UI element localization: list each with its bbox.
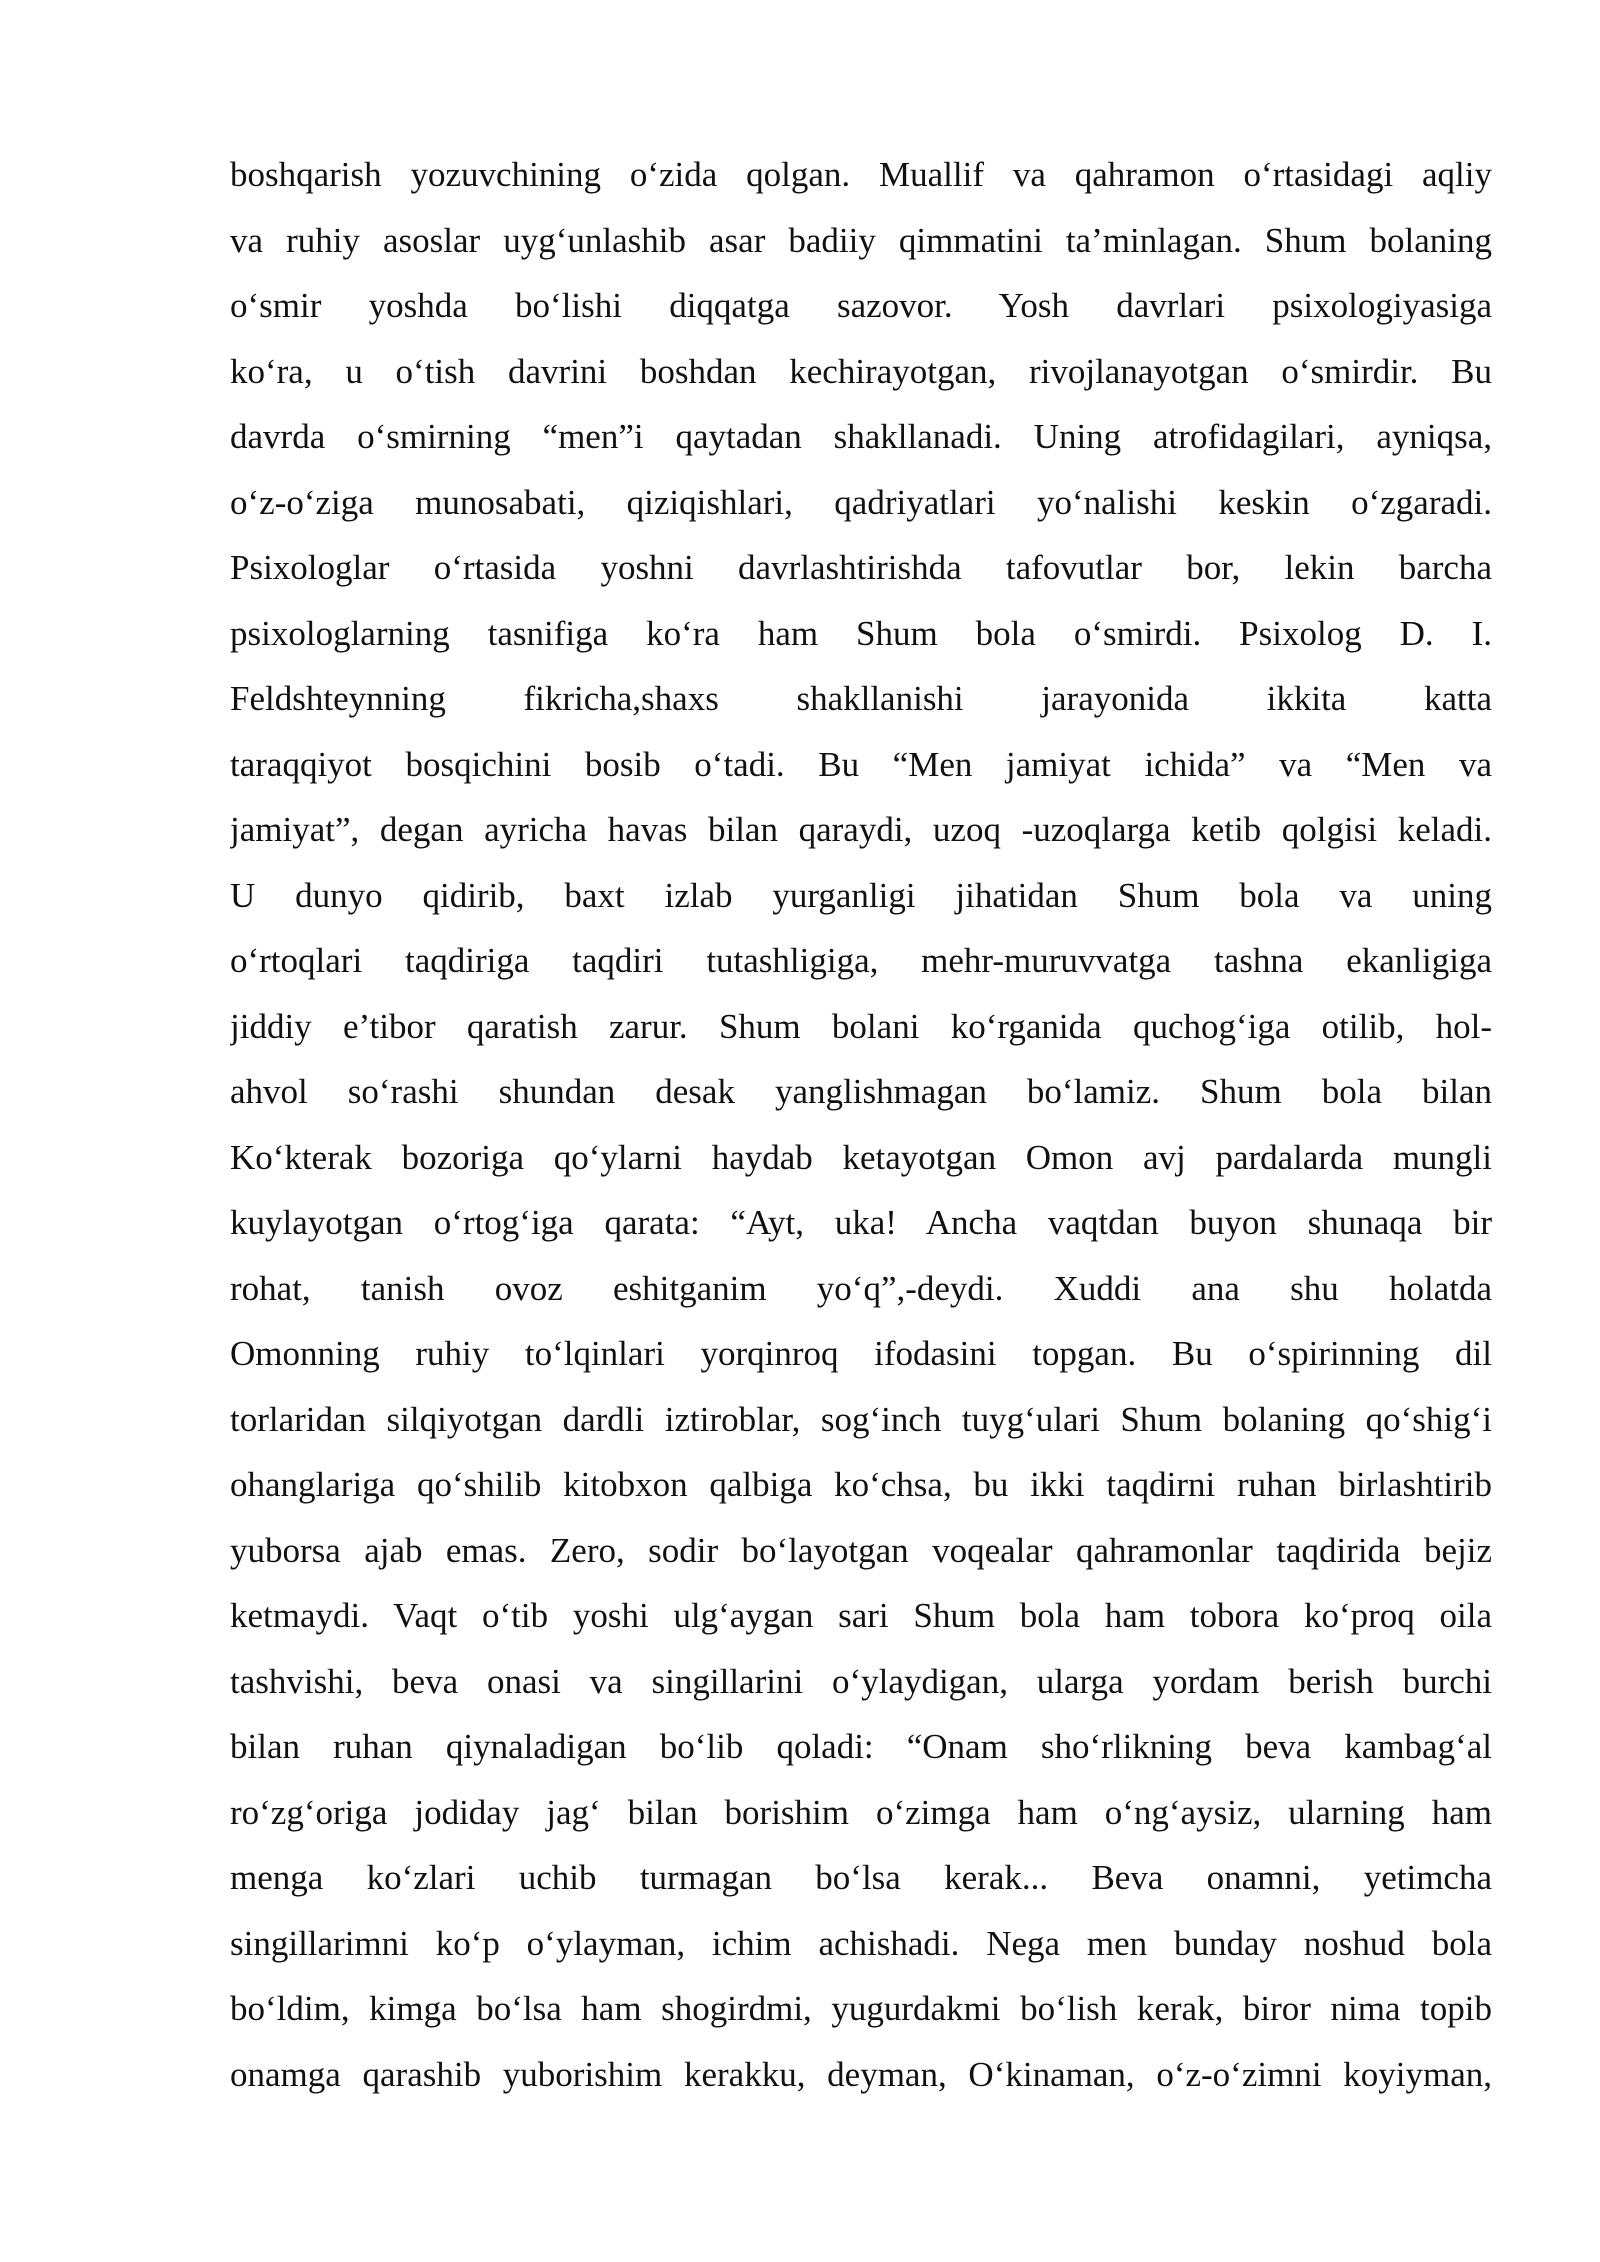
text-line-12: U dunyo qidirib, baxt izlab yurganligi jihatidan Shum bola va uning xyxy=(230,875,1492,915)
text-line-18: rohat, tanish ovoz eshitganim yo‘q”,-deydi. Xuddi ana shu holatda xyxy=(230,1268,1492,1308)
text-line-25: bilan ruhan qiynaladigan bo‘lib qoladi: “Onam sho‘rlikning beva kambag‘al xyxy=(230,1727,1492,1766)
text-line-1: boshqarish yozuvchining o‘zida qolgan. Muallif va qahramon o‘rtasidagi aqliy xyxy=(230,155,1492,194)
text-line-23: ketmaydi. Vaqt o‘tib yoshi ulg‘aygan sari Shum bola ham tobora ko‘proq oila xyxy=(230,1596,1492,1635)
text-line-20: torlaridan silqiyotgan dardli iztiroblar, sog‘inch tuyg‘ulari Shum bolaning qo‘shig‘i xyxy=(230,1399,1492,1439)
text-line-15: ahvol so‘rashi shundan desak yanglishmagan bo‘lamiz. Shum bola bilan xyxy=(230,1072,1492,1111)
text-line-10: taraqqiyot bosqichini bosib o‘tadi. Bu “Men jamiyat ichida” va “Men va xyxy=(230,744,1492,784)
text-line-2: va ruhiy asoslar uyg‘unlashib asar badiiy qimmatini ta’minlagan. Shum bolaning xyxy=(230,220,1492,260)
text-line-29: bo‘ldim, kimga bo‘lsa ham shogirdmi, yugurdakmi bo‘lish kerak, biror nima topib xyxy=(230,1989,1492,2028)
text-line-8: psixologlarning tasnifiga ko‘ra ham Shum bola o‘smirdi. Psixolog D. I. xyxy=(230,613,1492,653)
text-line-7: Psixologlar o‘rtasida yoshni davrlashtirishda tafovutlar bor, lekin barcha xyxy=(230,548,1492,587)
text-line-17: kuylayotgan o‘rtog‘iga qarata: “Ayt, uka! Ancha vaqtdan buyon shunaqa bir xyxy=(230,1203,1492,1242)
text-line-19: Omonning ruhiy to‘lqinlari yorqinroq ifodasini topgan. Bu o‘spirinning dil xyxy=(230,1334,1492,1373)
text-line-9: Feldshteynning fikricha,shaxs shakllanishi jarayonida ikkita katta xyxy=(230,679,1492,718)
text-line-4: ko‘ra, u o‘tish davrini boshdan kechirayotgan, rivojlanayotgan o‘smirdir. Bu xyxy=(230,351,1492,391)
text-line-3: o‘smir yoshda bo‘lishi diqqatga sazovor. Yosh davrlari psixologiyasiga xyxy=(230,286,1492,325)
text-line-24: tashvishi, beva onasi va singillarini o‘ylaydigan, ularga yordam berish burchi xyxy=(230,1661,1492,1701)
text-line-13: o‘rtoqlari taqdiriga taqdiri tutashligiga, mehr-muruvvatga tashna ekanligiga xyxy=(230,941,1492,980)
body-text xyxy=(230,150,1492,2115)
text-line-6: o‘z-o‘ziga munosabati, qiziqishlari, qadriyatlari yo‘nalishi keskin o‘zgaradi. xyxy=(230,482,1492,522)
text-line-22: yuborsa ajab emas. Zero, sodir bo‘layotgan voqealar qahramonlar taqdirida bejiz xyxy=(230,1530,1492,1570)
text-line-16: Ko‘kterak bozoriga qo‘ylarni haydab ketayotgan Omon avj pardalarda mungli xyxy=(230,1137,1492,1177)
text-line-14: jiddiy e’tibor qaratish zarur. Shum bolani ko‘rganida quchog‘iga otilib, hol- xyxy=(230,1006,1492,1046)
text-line-30: onamga qarashib yuborishim kerakku, deyman, O‘kinaman, o‘z-o‘zimni koyiyman, xyxy=(230,2054,1492,2094)
text-line-28: singillarimni ko‘p o‘ylayman, ichim achishadi. Nega men bunday noshud bola xyxy=(230,1923,1492,1963)
text-line-27: menga ko‘zlari uchib turmagan bo‘lsa kerak... Beva onamni, yetimcha xyxy=(230,1858,1492,1897)
text-line-11: jamiyat”, degan ayricha havas bilan qaraydi, uzoq -uzoqlarga ketib qolgisi keladi. xyxy=(230,810,1492,849)
text-line-21: ohanglariga qo‘shilib kitobxon qalbiga ko‘chsa, bu ikki taqdirni ruhan birlashtirib xyxy=(230,1465,1492,1504)
text-line-5: davrda o‘smirning “men”i qaytadan shakllanadi. Uning atrofidagilari, ayniqsa, xyxy=(230,417,1492,456)
text-line-26: ro‘zg‘origa jodiday jag‘ bilan borishim o‘zimga ham o‘ng‘aysiz, ularning ham xyxy=(230,1792,1492,1832)
